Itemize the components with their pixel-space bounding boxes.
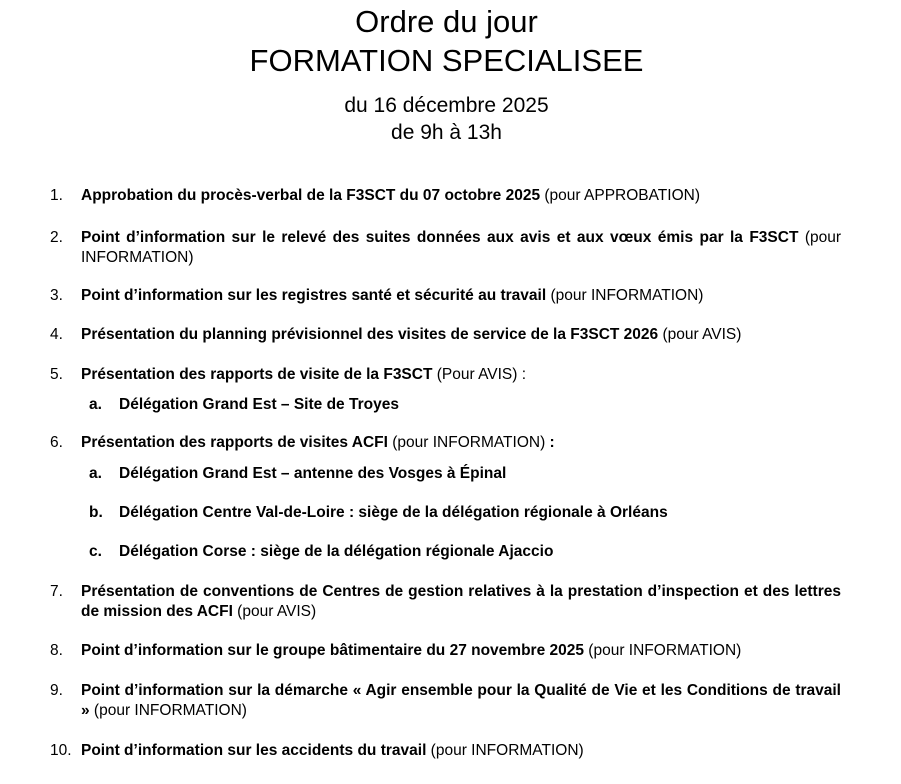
subitem-text: Délégation Corse : siège de la délégation régionale Ajaccio bbox=[119, 543, 554, 560]
item-number: 6. bbox=[50, 434, 63, 451]
item-number: 9. bbox=[50, 682, 63, 699]
item-text bbox=[81, 186, 841, 206]
item-title: Présentation de conventions de Centres de gestion relatives à la prestation d’inspection et des lettres de mission des ACFI bbox=[81, 583, 841, 620]
page-title: Ordre du jour bbox=[355, 4, 538, 39]
item-title: Point d’information sur les registres santé et sécurité au travail bbox=[81, 287, 547, 304]
item-text bbox=[81, 228, 841, 268]
subitem-letter: b. bbox=[89, 504, 103, 521]
subitem-text: Délégation Centre Val-de-Loire : siège de la délégation régionale à Orléans bbox=[119, 504, 668, 521]
item-text bbox=[81, 365, 841, 385]
item-purpose: (pour INFORMATION) bbox=[81, 229, 842, 266]
item-purpose: (pour INFORMATION) bbox=[89, 702, 247, 719]
item-title: Point d’information sur les accidents du travail bbox=[81, 742, 427, 759]
item-title: Présentation du planning prévisionnel des visites de service de la F3SCT 2026 bbox=[81, 326, 659, 343]
item-colon: : bbox=[549, 434, 555, 451]
item-number: 5. bbox=[50, 366, 63, 383]
item-number: 1. bbox=[50, 187, 63, 204]
item-purpose: (pour AVIS) bbox=[232, 603, 317, 620]
item-title: Point d’information sur la démarche « Agir ensemble pour la Qualité de Vie et les Conditions de travail » bbox=[81, 682, 841, 719]
page-subtitle: FORMATION SPECIALISEE bbox=[249, 43, 644, 78]
item-title: Approbation du procès-verbal de la F3SCT du 07 octobre 2025 bbox=[81, 187, 541, 204]
meeting-time: de 9h à 13h bbox=[391, 121, 502, 144]
item-purpose: (pour INFORMATION) bbox=[546, 287, 704, 304]
item-text bbox=[81, 325, 841, 345]
subitem-text: Délégation Grand Est – Site de Troyes bbox=[119, 396, 399, 413]
subitem-letter: a. bbox=[89, 396, 102, 413]
item-number: 4. bbox=[50, 326, 63, 343]
item-number: 3. bbox=[50, 287, 63, 304]
item-text bbox=[81, 433, 841, 453]
item-purpose: (pour INFORMATION) bbox=[584, 642, 742, 659]
item-title: Présentation des rapports de visites ACFI bbox=[81, 434, 388, 451]
subitem-text: Délégation Grand Est – antenne des Vosges à Épinal bbox=[119, 465, 507, 482]
item-number: 7. bbox=[50, 583, 63, 600]
item-purpose: (pour INFORMATION) bbox=[426, 742, 584, 759]
item-text bbox=[81, 582, 841, 622]
item-purpose: (pour AVIS) bbox=[658, 326, 742, 343]
item-purpose: (pour INFORMATION) bbox=[387, 434, 550, 451]
subitem-letter: c. bbox=[89, 543, 102, 560]
item-number: 10. bbox=[50, 742, 72, 759]
item-title: Point d’information sur le relevé des suites données aux avis et aux vœux émis par la F3SCT bbox=[81, 229, 799, 246]
item-text bbox=[81, 681, 841, 721]
item-text bbox=[81, 641, 841, 661]
item-text bbox=[81, 741, 841, 761]
meeting-date: du 16 décembre 2025 bbox=[344, 94, 549, 117]
item-purpose: (Pour AVIS) : bbox=[432, 366, 527, 383]
item-text bbox=[81, 286, 841, 306]
item-purpose: (pour APPROBATION) bbox=[540, 187, 700, 204]
item-title: Présentation des rapports de visite de la F3SCT bbox=[81, 366, 433, 383]
subitem-letter: a. bbox=[89, 465, 102, 482]
item-number: 8. bbox=[50, 642, 63, 659]
item-number: 2. bbox=[50, 229, 63, 246]
item-title: Point d’information sur le groupe bâtimentaire du 27 novembre 2025 bbox=[81, 642, 584, 659]
